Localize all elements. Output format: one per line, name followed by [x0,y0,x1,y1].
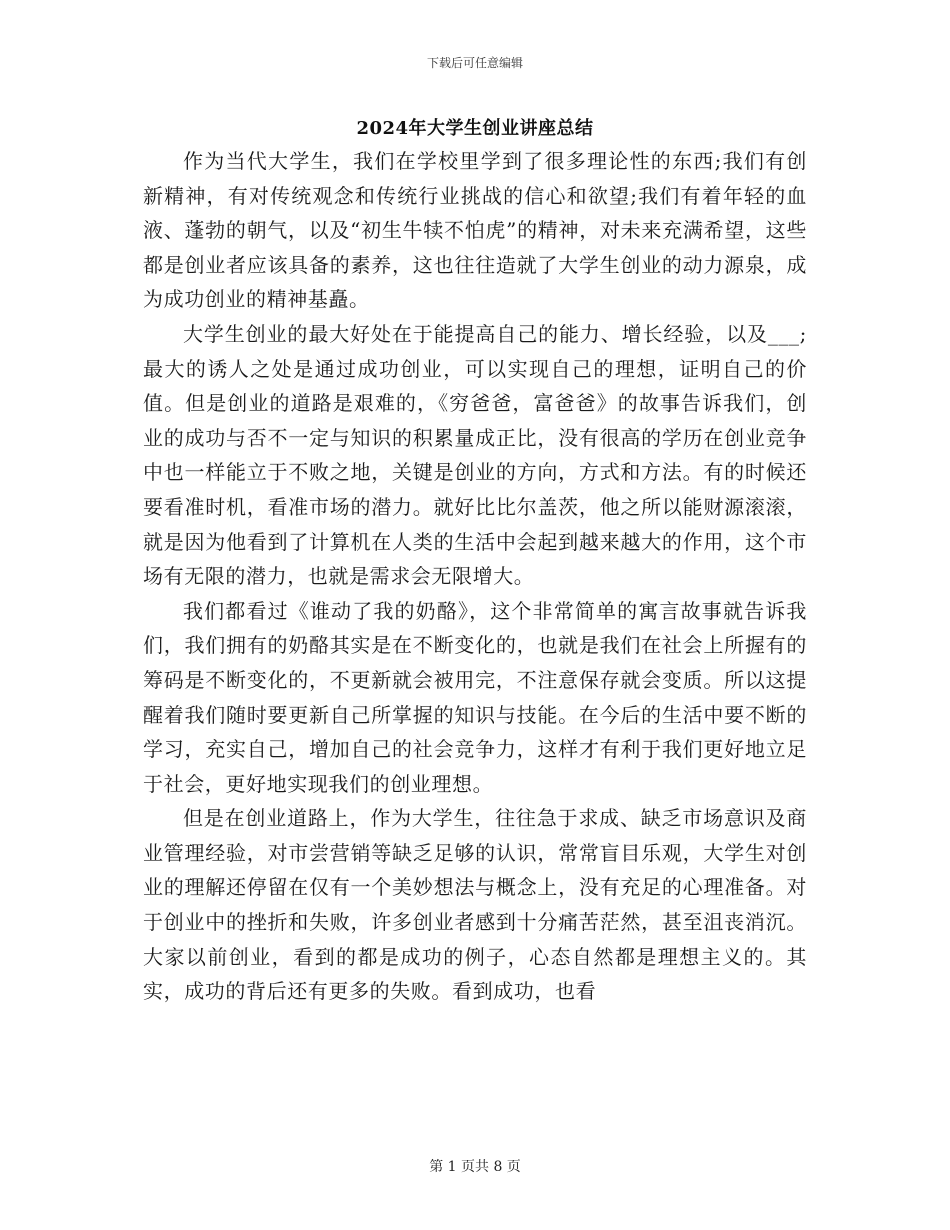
paragraph-2: 大学生创业的最大好处在于能提高自己的能力、增长经验，以及___;最大的诱人之处是通过成功创业，可以实现自己的理想，证明自己的价值。但是创业的道路是艰难的，《穷爸爸，富爸爸》的故事告诉我们，创业的成功与否不一定与知识的积累量成正比，没有很高的学历在创业竞争中也一样能立于不败之地，关键是创业的方向，方式和方法。有的时候还要看准时机，看准市场的潜力。就好比比尔盖茨，他之所以能财源滚滚，就是因为他看到了计算机在人类的生活中会起到越来越大的作用，这个市场有无限的潜力，也就是需求会无限增大。 [143,321,807,589]
paragraph-4: 但是在创业道路上，作为大学生，往往急于求成、缺乏市场意识及商业管理经验，对市尝营销等缺乏足够的认识，常常盲目乐观，大学生对创业的理解还停留在仅有一个美妙想法与概念上，没有充足的心理准备。对于创业中的挫折和失败，许多创业者感到十分痛苦茫然，甚至沮丧消沉。大家以前创业，看到的都是成功的例子，心态自然都是理想主义的。其实，成功的背后还有更多的失败。看到成功，也看 [143,806,807,1004]
document-title: 2024年大学生创业讲座总结 [356,118,594,139]
page-number: 第 1 页共 8 页 [429,1159,521,1175]
document-body [143,144,807,1009]
paragraph-3: 我们都看过《谁动了我的奶酪》，这个非常简单的寓言故事就告诉我们，我们拥有的奶酪其实是在不断变化的，也就是我们在社会上所握有的筹码是不断变化的，不更新就会被用完，不注意保存就会变质。所以这提醒着我们随时要更新自己所掌握的知识与技能。在今后的生活中要不断的学习，充实自己，增加自己的社会竞争力，这样才有利于我们更好地立足于社会，更好地实现我们的创业理想。 [143,598,807,796]
header-note: 下载后可任意编辑 [426,56,523,70]
paragraph-1: 作为当代大学生，我们在学校里学到了很多理论性的东西;我们有创新精神，有对传统观念和传统行业挑战的信心和欲望;我们有着年轻的血液、蓬勃的朝气，以及“初生牛犊不怕虎”的精神，对未来充满希望，这些都是创业者应该具备的素养，这也往往造就了大学生创业的动力源泉，成为成功创业的精神基矗。 [143,149,807,312]
